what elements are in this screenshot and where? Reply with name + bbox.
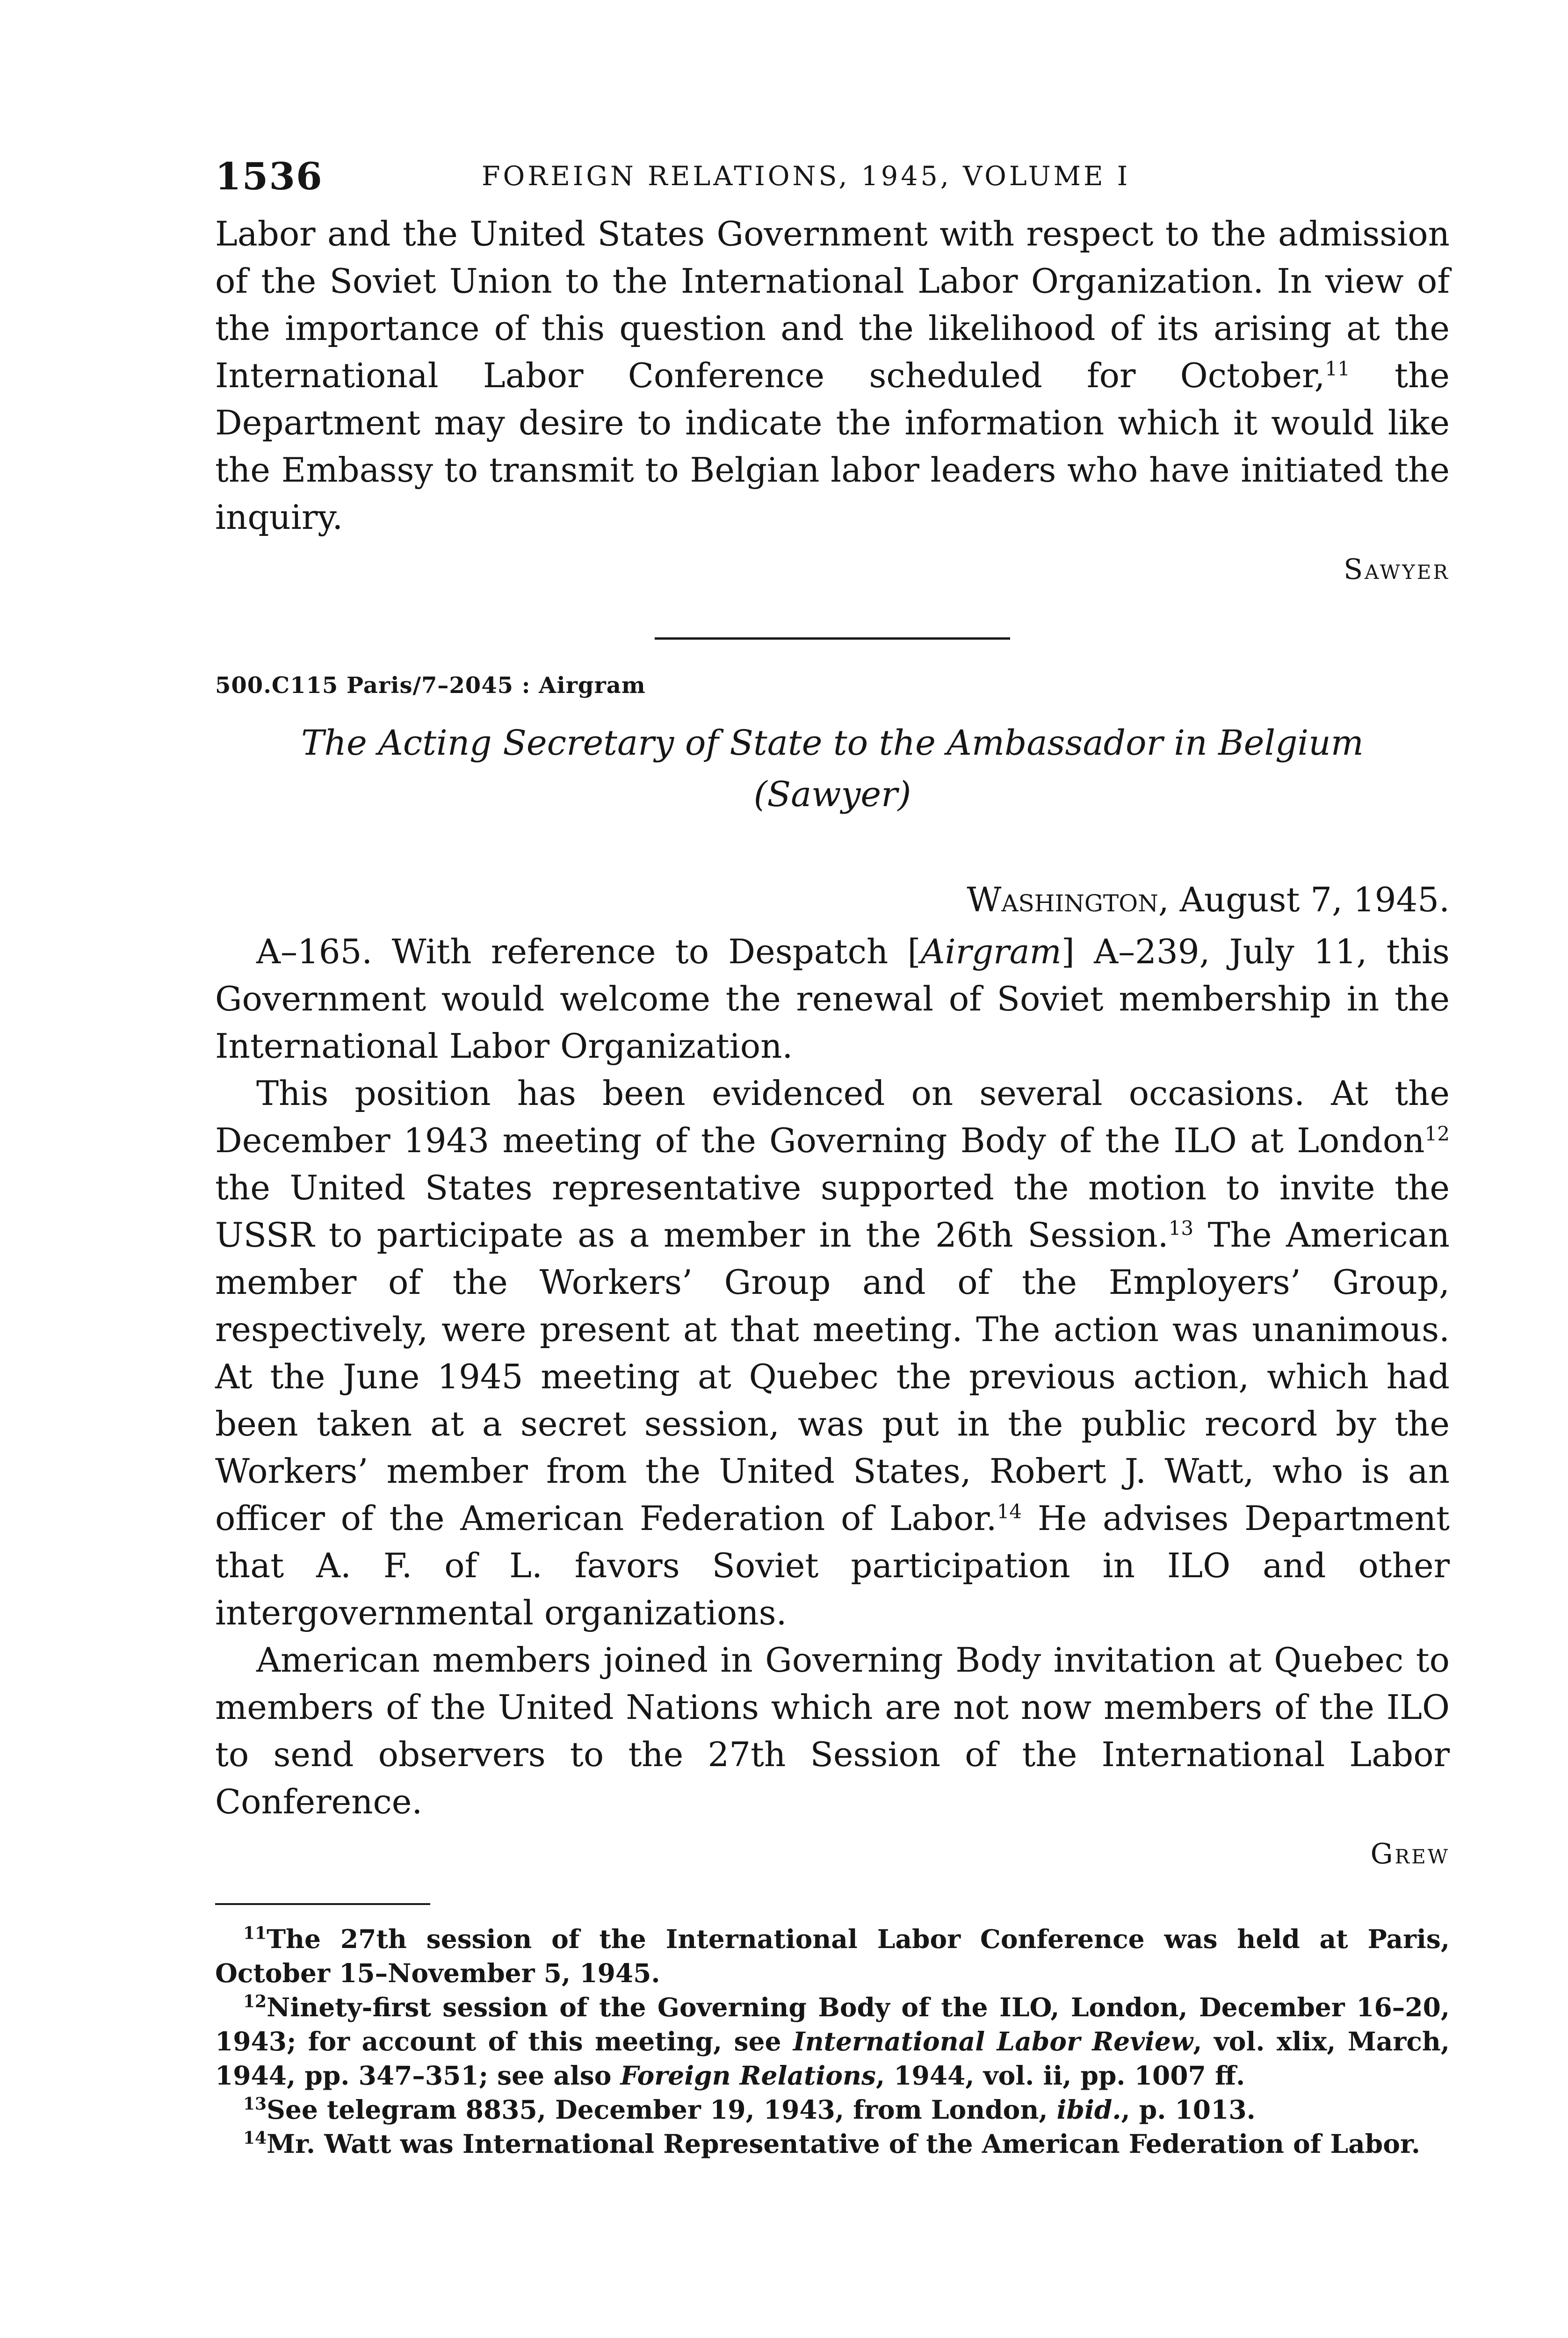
page-number: 1536 [215,154,323,198]
p2-text-a: This position has been evidenced on several occasions. At the December 1943 meeting of the Governing Body of the ILO at London [215,1074,1450,1160]
intro-text-part1: Labor and the United States Government with respect to the admission of the Soviet Union to the International Labor Organization. In view of the importance of this question and the likelihood of its arising at the International Labor Conference scheduled for October, [215,214,1450,395]
body-paragraph-1 [215,928,1450,1070]
footnote-text-c: , 1944, vol. ii, pp. 1007 ff. [875,2060,1245,2091]
footnote-text: The 27th session of the International Labor Conference was held at Paris, October 15–November 5, 1945. [215,1924,1450,1988]
dateline-date: , August 7, 1945. [1158,880,1450,919]
footnote-14 [215,2127,1450,2161]
footnote-italic-a: ibid. [1056,2094,1121,2125]
footnote-ref-14[interactable]: 14 [997,1500,1022,1523]
p2-text-c: The American member of the Workers’ Group and of the Employers’ Group, respectively, were present at that meeting. The action was unanimous. At the June 1945 meeting at Quebec the previous action, which had been taken at a secret session, was put in the public record by the Workers’ member from the United States, Robert J. Watt, who is an officer of the American Federation of Labor. [215,1215,1450,1538]
footnote-number: 14 [243,2128,267,2148]
footnote-italic-b: Foreign Relations [620,2060,876,2091]
page-header [215,154,1450,210]
body-paragraph-2 [215,1070,1450,1637]
file-reference: 500.C115 Paris/7–2045 : Airgram [215,672,646,699]
dateline [215,876,1450,924]
footnote-number: 12 [243,1992,267,2012]
signature-sawyer: Sawyer [1344,553,1450,586]
document-title-line1: The Acting Secretary of State to the Ambassador in Belgium [301,723,1364,763]
dateline-place: Washington [967,880,1158,919]
p2-text-b: the United States representative supported the motion to invite the USSR to participate as a member in the 26th Session. [215,1168,1450,1255]
footnote-number: 11 [243,1923,267,1943]
footnote-rule [215,1903,430,1905]
p1-pre: A–165. With reference to Despatch [ [256,932,921,971]
section-divider [655,637,1010,640]
footnote-13 [215,2093,1450,2127]
footnote-text-b: , vol. xlix, March, 1944, pp. 347–351; see also [215,2026,1450,2091]
p2-text-d: He advises Department that A. F. of L. favors Soviet participation in ILO and other intergovernmental organizations. [215,1499,1450,1632]
intro-paragraph [215,210,1450,541]
footnote-ref-13[interactable]: 13 [1168,1217,1194,1240]
footnotes [215,1922,1450,2161]
p1-post: ] A–239, July 11, this Government would welcome the renewal of Soviet membership in the International Labor Organization. [215,932,1450,1066]
footnote-number: 13 [243,2094,267,2114]
footnote-text-a: See telegram 8835, December 19, 1943, from London, [267,2094,1057,2125]
footnote-text-b: , p. 1013. [1121,2094,1256,2125]
document-title [215,717,1450,820]
footnote-italic-a: International Labor Review [793,2026,1193,2057]
document-title-line2: (Sawyer) [753,774,911,815]
footnote-text-a: Ninety-first session of the Governing Body of the ILO, London, December 16–20, 1943; for account of this meeting, see [215,1992,1450,2057]
intro-text-part2: the Department may desire to indicate the information which it would like the Embassy to transmit to Belgian labor leaders who have initiated the inquiry. [215,356,1450,537]
footnote-ref-12[interactable]: 12 [1424,1122,1450,1145]
p1-italic: Airgram [920,932,1062,971]
signature-grew: Grew [1370,1838,1450,1870]
footnote-text: Mr. Watt was International Representative of the American Federation of Labor. [267,2129,1421,2159]
page [215,154,1450,2161]
running-head: FOREIGN RELATIONS, 1945, VOLUME I [482,161,1131,192]
body-paragraph-3: American members joined in Governing Body invitation at Quebec to members of the United Nations which are not now members of the ILO to send observers to the 27th Session of the International Labor Conference. [215,1640,1450,1821]
footnote-12 [215,1990,1450,2093]
footnote-ref-11[interactable]: 11 [1325,357,1350,380]
footnote-11 [215,1922,1450,1990]
